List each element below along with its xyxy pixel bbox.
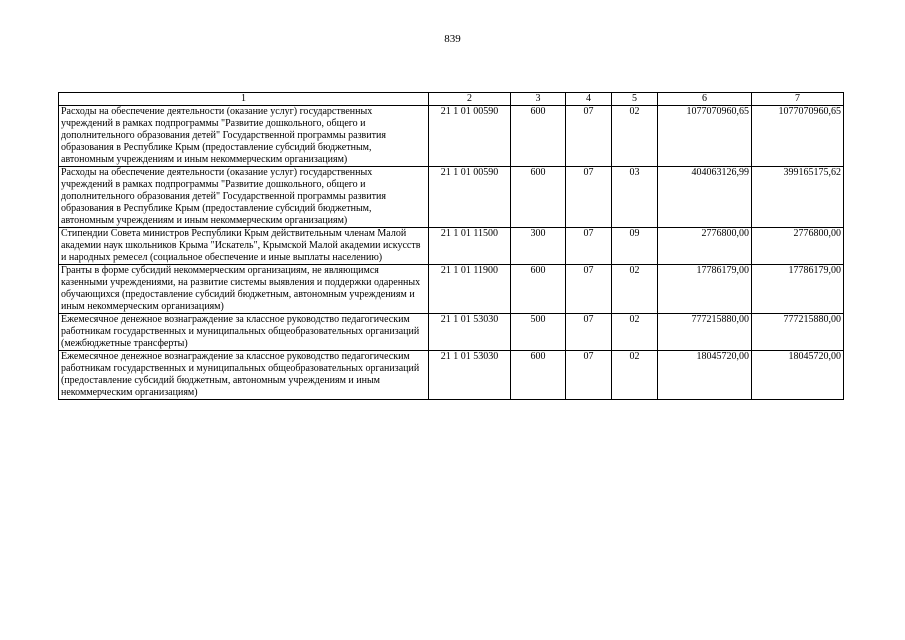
column-header: 1 bbox=[59, 93, 429, 106]
row-amount-6: 2776800,00 bbox=[658, 228, 752, 265]
column-header: 5 bbox=[612, 93, 658, 106]
table-row bbox=[59, 314, 844, 351]
column-header: 3 bbox=[511, 93, 566, 106]
row-section: 07 bbox=[566, 167, 612, 228]
row-amount-6: 18045720,00 bbox=[658, 351, 752, 400]
row-subsection: 09 bbox=[612, 228, 658, 265]
table-row bbox=[59, 351, 844, 400]
row-code: 21 1 01 11900 bbox=[429, 265, 511, 314]
row-subsection: 02 bbox=[612, 106, 658, 167]
row-section: 07 bbox=[566, 228, 612, 265]
row-amount-6: 404063126,99 bbox=[658, 167, 752, 228]
row-amount-7: 18045720,00 bbox=[752, 351, 844, 400]
row-expense-type: 600 bbox=[511, 106, 566, 167]
row-name: Ежемесячное денежное вознаграждение за классное руководство педагогическим работникам государственных и муниципальных общеобразовательных организаций (предоставление субсидий бюджетным, автономным учреждениям и иным некоммерческим организациям) bbox=[59, 351, 429, 400]
row-section: 07 bbox=[566, 265, 612, 314]
table-row bbox=[59, 106, 844, 167]
row-subsection: 03 bbox=[612, 167, 658, 228]
table-row bbox=[59, 228, 844, 265]
row-expense-type: 600 bbox=[511, 265, 566, 314]
row-subsection: 02 bbox=[612, 351, 658, 400]
column-header: 4 bbox=[566, 93, 612, 106]
row-expense-type: 600 bbox=[511, 351, 566, 400]
column-header: 7 bbox=[752, 93, 844, 106]
row-subsection: 02 bbox=[612, 265, 658, 314]
row-amount-7: 777215880,00 bbox=[752, 314, 844, 351]
table-row bbox=[59, 167, 844, 228]
column-header: 6 bbox=[658, 93, 752, 106]
row-code: 21 1 01 00590 bbox=[429, 167, 511, 228]
header-row bbox=[59, 93, 844, 106]
row-code: 21 1 01 53030 bbox=[429, 314, 511, 351]
table-row bbox=[59, 265, 844, 314]
row-name: Расходы на обеспечение деятельности (оказание услуг) государственных учреждений в рамках подпрограммы "Развитие дошкольного, общего и дополнительного образования детей" Государственной программы развития образования в Республике Крым (предоставление субсидий бюджетным, автономным учреждениям и иным некоммерческим организациям) bbox=[59, 106, 429, 167]
row-code: 21 1 01 53030 bbox=[429, 351, 511, 400]
row-expense-type: 300 bbox=[511, 228, 566, 265]
row-amount-6: 777215880,00 bbox=[658, 314, 752, 351]
row-subsection: 02 bbox=[612, 314, 658, 351]
row-section: 07 bbox=[566, 351, 612, 400]
row-expense-type: 500 bbox=[511, 314, 566, 351]
row-name: Стипендии Совета министров Республики Крым действительным членам Малой академии наук школьников Крыма "Искатель", Крымской Малой академии искусств и народных ремесел (социальное обеспечение и иные выплаты населению) bbox=[59, 228, 429, 265]
row-amount-6: 17786179,00 bbox=[658, 265, 752, 314]
row-amount-7: 1077070960,65 bbox=[752, 106, 844, 167]
column-header: 2 bbox=[429, 93, 511, 106]
page-number: 839 bbox=[444, 33, 461, 45]
row-name: Расходы на обеспечение деятельности (оказание услуг) государственных учреждений в рамках подпрограммы "Развитие дошкольного, общего и дополнительного образования детей" Государственной программы развития образования в Республике Крым (предоставление субсидий бюджетным, автономным учреждениям и иным некоммерческим организациям) bbox=[59, 167, 429, 228]
row-amount-7: 399165175,62 bbox=[752, 167, 844, 228]
row-amount-6: 1077070960,65 bbox=[658, 106, 752, 167]
row-code: 21 1 01 11500 bbox=[429, 228, 511, 265]
row-amount-7: 17786179,00 bbox=[752, 265, 844, 314]
budget-table bbox=[58, 92, 844, 400]
row-name: Гранты в форме субсидий некоммерческим организациям, не являющимся казенными учреждениями, на развитие системы выявления и поддержки одаренных обучающихся (предоставление субсидий бюджетным, автономным учреждениям и иным некоммерческим организациям) bbox=[59, 265, 429, 314]
row-name: Ежемесячное денежное вознаграждение за классное руководство педагогическим работникам государственных и муниципальных общеобразовательных организаций (межбюджетные трансферты) bbox=[59, 314, 429, 351]
row-section: 07 bbox=[566, 106, 612, 167]
row-section: 07 bbox=[566, 314, 612, 351]
row-amount-7: 2776800,00 bbox=[752, 228, 844, 265]
row-code: 21 1 01 00590 bbox=[429, 106, 511, 167]
row-expense-type: 600 bbox=[511, 167, 566, 228]
